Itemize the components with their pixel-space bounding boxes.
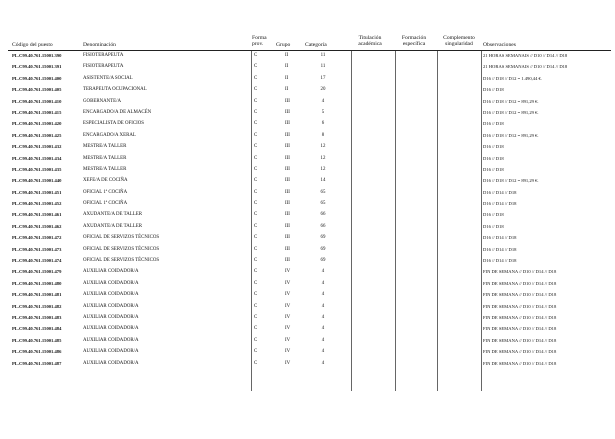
header-complemento	[437, 35, 481, 47]
cell-observaciones: FIN DE SEMANA // D10 // D14 // D18	[483, 360, 557, 366]
table-row	[0, 210, 615, 221]
header-grupo: Grupo	[276, 42, 291, 48]
cell-forma: C	[254, 269, 258, 275]
cell-denominacion: AUXILIAR COIDADOR/A	[83, 326, 139, 332]
table-row	[0, 176, 615, 187]
cell-denominacion: MESTRE/A TALLER	[83, 144, 127, 150]
cell-forma: C	[254, 246, 258, 252]
cell-categoria: 69	[320, 258, 326, 264]
table-row	[0, 233, 615, 244]
table-row	[0, 62, 615, 73]
cell-grupo: IV	[285, 314, 291, 320]
cell-grupo: IV	[285, 292, 291, 298]
cell-forma: C	[254, 235, 258, 241]
cell-codigo: PL.C99.40.761.15001.391	[12, 64, 62, 70]
cell-forma: C	[254, 64, 258, 70]
cell-denominacion: GOBERNANTE/A	[83, 98, 122, 104]
cell-forma: C	[254, 212, 258, 218]
cell-observaciones: D16 // D14 // D18	[483, 258, 517, 264]
table-row	[0, 313, 615, 324]
cell-grupo: III	[285, 178, 290, 184]
cell-categoria: 69	[320, 235, 326, 241]
table-row	[0, 245, 615, 256]
cell-categoria: 4	[321, 280, 325, 286]
table-body	[0, 51, 615, 370]
table-row	[0, 290, 615, 301]
cell-codigo: PL.C99.40.761.15001.440	[12, 178, 62, 184]
header-observaciones: Observaciones	[483, 42, 516, 48]
cell-forma: C	[254, 189, 258, 195]
cell-codigo: PL.C99.40.761.15001.484	[12, 326, 62, 332]
cell-grupo: IV	[285, 326, 291, 332]
header-forma	[252, 35, 267, 47]
cell-categoria: 12	[320, 166, 326, 172]
cell-codigo: PL.C99.40.761.15001.432	[12, 144, 62, 150]
cell-grupo: II	[285, 53, 289, 58]
header-formacion	[394, 35, 434, 47]
cell-categoria: 11	[320, 53, 326, 58]
cell-observaciones: D16 // D18 // D12 = 891,29 €.	[483, 109, 539, 115]
cell-forma: C	[254, 337, 258, 343]
cell-observaciones: D16 // D18	[483, 121, 504, 127]
cell-codigo: PL.C99.40.761.15001.472	[12, 235, 62, 241]
cell-grupo: IV	[285, 360, 291, 366]
cell-observaciones: D16 // D18	[483, 212, 504, 218]
cell-denominacion: AXUDANTE/A DE TALLER	[83, 223, 143, 229]
cell-denominacion: ASISTENTE/A SOCIAL	[83, 75, 133, 81]
cell-grupo: III	[285, 155, 290, 161]
cell-grupo: III	[285, 201, 290, 207]
table-row	[0, 119, 615, 130]
cell-observaciones: FIN DE SEMANA // D10 // D14 // D18	[483, 349, 557, 355]
cell-observaciones: FIN DE SEMANA // D10 // D14 // D18	[483, 269, 557, 275]
cell-grupo: IV	[285, 337, 291, 343]
cell-codigo: PL.C99.40.761.15001.482	[12, 303, 62, 309]
table-row	[0, 108, 615, 119]
cell-forma: C	[254, 258, 258, 264]
cell-codigo: PL.C99.40.761.15001.390	[12, 53, 62, 58]
cell-grupo: IV	[285, 280, 291, 286]
cell-observaciones: FIN DE SEMANA // D10 // D14 // D18	[483, 337, 557, 343]
cell-denominacion: AUXILIAR COIDADOR/A	[83, 303, 139, 309]
cell-grupo: II	[285, 87, 289, 93]
cell-categoria: 4	[321, 292, 325, 298]
cell-categoria: 4	[321, 269, 325, 275]
table-row	[0, 74, 615, 85]
cell-grupo: III	[285, 98, 290, 104]
cell-categoria: 4	[321, 314, 325, 320]
header-complemento-line2: singularidad	[445, 41, 473, 48]
cell-forma: C	[254, 178, 258, 184]
cell-codigo: PL.C99.40.761.15001.400	[12, 75, 62, 81]
cell-observaciones: D16 // D14 // D18	[483, 201, 517, 207]
cell-forma: C	[254, 121, 258, 127]
cell-codigo: PL.C99.40.761.15001.487	[12, 360, 62, 366]
cell-observaciones: FIN DE SEMANA // D10 // D14 // D18	[483, 326, 557, 332]
cell-codigo: PL.C99.40.761.15001.435	[12, 166, 62, 172]
cell-categoria: 4	[321, 360, 325, 366]
cell-codigo: PL.C99.40.761.15001.451	[12, 189, 62, 195]
cell-forma: C	[254, 349, 258, 355]
cell-categoria: 66	[320, 212, 326, 218]
table-row	[0, 347, 615, 358]
cell-denominacion: OFICIAL DE SERVIZOS TÉCNICOS	[83, 246, 160, 252]
cell-denominacion: TERAPEUTA OCUPACIONAL	[83, 87, 147, 93]
table-row	[0, 199, 615, 210]
cell-observaciones: D16 // D18 // D12 = 891,29 €.	[483, 178, 539, 184]
table-row	[0, 359, 615, 370]
cell-observaciones: D16 // D18	[483, 166, 504, 172]
cell-codigo: PL.C99.40.761.15001.434	[12, 155, 62, 161]
cell-observaciones: D16 // D18 // D12 = 891,29 €.	[483, 132, 539, 138]
cell-categoria: 69	[320, 246, 326, 252]
cell-codigo: PL.C99.40.761.15001.479	[12, 269, 62, 275]
cell-grupo: III	[285, 189, 290, 195]
cell-forma: C	[254, 223, 258, 229]
header-formacion-line1: Formación	[401, 35, 427, 41]
table-row	[0, 51, 615, 62]
cell-codigo: PL.C99.40.761.15001.462	[12, 223, 62, 229]
cell-codigo: PL.C99.40.761.15001.485	[12, 337, 62, 343]
cell-denominacion: ENCARGADO/A XERAL	[83, 132, 136, 138]
table-row	[0, 267, 615, 278]
header-complemento-line1: Complemento	[443, 35, 475, 41]
cell-codigo: PL.C99.40.761.15001.410	[12, 98, 62, 104]
cell-categoria: 5	[321, 109, 325, 115]
table-row	[0, 131, 615, 142]
header-categoria: Categoría	[305, 42, 327, 48]
header-titulacion	[350, 35, 390, 47]
cell-categoria: 65	[320, 201, 326, 207]
table-row	[0, 324, 615, 335]
cell-forma: C	[254, 292, 258, 298]
cell-forma: C	[254, 109, 258, 115]
cell-observaciones: D16 // D14 // D18	[483, 246, 517, 252]
cell-codigo: PL.C99.40.761.15001.486	[12, 349, 62, 355]
cell-observaciones: D16 // D18	[483, 87, 504, 93]
cell-categoria: 20	[320, 87, 326, 93]
cell-categoria: 8	[321, 132, 325, 138]
table-row	[0, 154, 615, 165]
cell-denominacion: OFICIAL 1ª COCIÑA	[83, 189, 128, 195]
cell-denominacion: AUXILIAR COIDADOR/A	[83, 269, 139, 275]
cell-grupo: III	[285, 109, 290, 115]
cell-forma: C	[254, 201, 258, 207]
cell-grupo: IV	[285, 269, 291, 275]
cell-grupo: III	[285, 258, 290, 264]
cell-forma: C	[254, 75, 258, 81]
cell-grupo: III	[285, 121, 290, 127]
cell-codigo: PL.C99.40.761.15001.420	[12, 121, 62, 127]
cell-categoria: 6	[321, 121, 325, 127]
cell-categoria: 4	[321, 337, 325, 343]
cell-forma: C	[254, 360, 258, 366]
cell-denominacion: AUXILIAR COIDADOR/A	[83, 337, 139, 343]
cell-denominacion: XEFE/A DE COCIÑA	[83, 178, 128, 184]
cell-forma: C	[254, 132, 258, 138]
cell-categoria: 11	[320, 64, 326, 70]
cell-denominacion: OFICIAL 1ª COCIÑA	[83, 201, 128, 207]
cell-denominacion: FISIOTERAPEUTA	[83, 64, 124, 70]
cell-grupo: III	[285, 144, 290, 150]
header-formacion-line2: específica	[402, 41, 426, 48]
cell-forma: C	[254, 144, 258, 150]
cell-forma: C	[254, 314, 258, 320]
header-codigo: Código del puesto	[12, 42, 53, 48]
cell-observaciones: D16 // D14 // D18	[483, 235, 517, 241]
cell-forma: C	[254, 303, 258, 309]
cell-categoria: 14	[320, 178, 326, 184]
table-row	[0, 188, 615, 199]
cell-grupo: III	[285, 223, 290, 229]
cell-categoria: 4	[321, 303, 325, 309]
cell-denominacion: FISIOTERAPEUTA	[83, 53, 124, 58]
cell-denominacion: AUXILIAR COIDADOR/A	[83, 314, 139, 320]
cell-categoria: 17	[320, 75, 326, 81]
cell-denominacion: AUXILIAR COIDADOR/A	[83, 280, 139, 286]
cell-grupo: II	[285, 75, 289, 81]
cell-observaciones: FIN DE SEMANA // D10 // D14 // D18	[483, 314, 557, 320]
cell-observaciones: D16 // D18	[483, 155, 504, 161]
cell-observaciones: FIN DE SEMANA // D10 // D14 // D18	[483, 280, 557, 286]
cell-codigo: PL.C99.40.761.15001.461	[12, 212, 62, 218]
cell-grupo: II	[285, 64, 289, 70]
cell-observaciones: D16 // D18	[483, 144, 504, 150]
cell-forma: C	[254, 87, 258, 93]
cell-codigo: PL.C99.40.761.15001.415	[12, 109, 62, 115]
table-header	[0, 30, 615, 50]
cell-denominacion: ESPECIALISTA DE OFICIOS	[83, 121, 145, 127]
table-row	[0, 279, 615, 290]
cell-grupo: III	[285, 246, 290, 252]
cell-denominacion: AUXILIAR COIDADOR/A	[83, 292, 139, 298]
cell-codigo: PL.C99.40.761.15001.405	[12, 87, 62, 93]
cell-denominacion: AUXILIAR COIDADOR/A	[83, 360, 139, 366]
cell-observaciones: FIN DE SEMANA // D10 // D14 // D18	[483, 292, 557, 298]
header-titulacion-line1: Titulación	[358, 35, 382, 41]
cell-denominacion: MESTRE/A TALLER	[83, 166, 127, 172]
cell-codigo: PL.C99.40.761.15001.425	[12, 132, 62, 138]
cell-categoria: 4	[321, 326, 325, 332]
cell-codigo: PL.C99.40.761.15001.473	[12, 246, 62, 252]
cell-denominacion: AXUDANTE/A DE TALLER	[83, 212, 143, 218]
cell-codigo: PL.C99.40.761.15001.480	[12, 280, 62, 286]
table-row	[0, 97, 615, 108]
cell-grupo: III	[285, 166, 290, 172]
cell-forma: C	[254, 326, 258, 332]
cell-categoria: 66	[320, 223, 326, 229]
cell-observaciones: 21 HORAS SEMANAIS // D10 // D14 // D18	[483, 53, 568, 58]
cell-observaciones: D16 // D14 // D18	[483, 189, 517, 195]
cell-codigo: PL.C99.40.761.15001.474	[12, 258, 62, 264]
cell-denominacion: OFICIAL DE SERVIZOS TÉCNICOS	[83, 258, 160, 264]
cell-grupo: III	[285, 132, 290, 138]
table-row	[0, 165, 615, 176]
cell-observaciones: 21 HORAS SEMANAIS // D10 // D14 // D18	[483, 64, 568, 70]
header-denominacion: Denominación	[83, 42, 116, 48]
cell-observaciones: D16 // D18	[483, 223, 504, 229]
cell-forma: C	[254, 98, 258, 104]
header-titulacion-line2: académica	[358, 41, 382, 48]
cell-categoria: 4	[321, 349, 325, 355]
table-row	[0, 336, 615, 347]
cell-forma: C	[254, 155, 258, 161]
table-row	[0, 85, 615, 96]
cell-denominacion: ENCARGADO/A DE ALMACÉN	[83, 109, 152, 115]
cell-codigo: PL.C99.40.761.15001.452	[12, 201, 62, 207]
cell-denominacion: AUXILIAR COIDADOR/A	[83, 349, 139, 355]
cell-denominacion: OFICIAL DE SERVIZOS TÉCNICOS	[83, 235, 160, 241]
cell-categoria: 12	[320, 155, 326, 161]
cell-observaciones: D16 // D18 // D12 = 891,29 €.	[483, 98, 539, 104]
cell-categoria: 4	[321, 98, 325, 104]
header-forma-line2: prov.	[252, 41, 264, 48]
table-row	[0, 256, 615, 267]
cell-denominacion: MESTRE/A TALLER	[83, 155, 127, 161]
cell-observaciones: D16 // D18 // D12 = 1.490,44 €.	[483, 75, 542, 81]
cell-observaciones: FIN DE SEMANA // D10 // D14 // D18	[483, 303, 557, 309]
cell-forma: C	[254, 280, 258, 286]
cell-grupo: IV	[285, 303, 291, 309]
table-row	[0, 302, 615, 313]
cell-codigo: PL.C99.40.761.15001.483	[12, 314, 62, 320]
cell-forma: C	[254, 53, 258, 58]
header-forma-line1: Forma	[252, 35, 267, 41]
cell-grupo: III	[285, 212, 290, 218]
table-row	[0, 222, 615, 233]
cell-codigo: PL.C99.40.761.15001.481	[12, 292, 62, 298]
cell-forma: C	[254, 166, 258, 172]
table-row	[0, 142, 615, 153]
cell-grupo: III	[285, 235, 290, 241]
cell-categoria: 65	[320, 189, 326, 195]
cell-grupo: IV	[285, 349, 291, 355]
cell-categoria: 12	[320, 144, 326, 150]
